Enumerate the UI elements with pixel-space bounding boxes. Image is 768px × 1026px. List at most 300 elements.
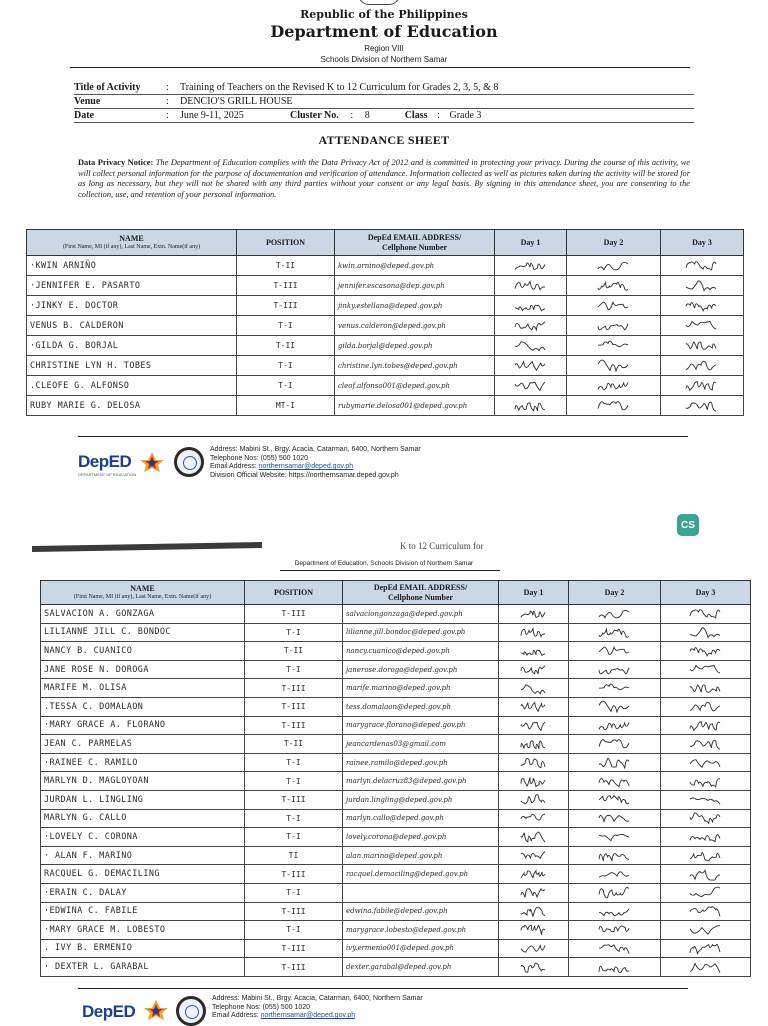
signature-mark: [595, 625, 635, 640]
attendee-email: janerose.doroga@deped.gov.ph: [343, 660, 499, 679]
bagong-pilipinas-logo-2: [141, 998, 171, 1022]
signature-mark: [682, 358, 722, 373]
attendance-page-1: [0, 0, 768, 500]
signature-mark: [686, 606, 726, 621]
signature-day3: [661, 809, 751, 828]
attendee-position: T-II: [245, 735, 343, 754]
table-row: [27, 256, 744, 276]
footer-address-2: Address: Mabini St., Brgy. Acacia, Catarman, 6400, Northern Samar Telephone Nos: (055) 500 1020 Email Address: northernsamar@deped.gov.ph: [212, 995, 423, 1020]
bagong-pilipinas-logo: [137, 450, 167, 474]
cluster-number: 8: [364, 110, 370, 121]
signature-mark: [682, 378, 722, 393]
signature-mark: [686, 736, 726, 751]
signature-day3: [661, 753, 751, 772]
table-row: [41, 790, 751, 809]
signature-mark: [595, 606, 635, 621]
attendee-email: lovely.corona@deped.gov.ph: [343, 828, 499, 847]
attendee-name: RACQUEL G. DEMACILING: [41, 865, 245, 884]
signature-day3: [661, 296, 744, 316]
signature-day2: [569, 883, 661, 902]
col-name: NAME (First Name, MI (if any), Last Name, Extn. Name(if any): [27, 230, 237, 256]
signature-day2: [569, 921, 661, 940]
header-republic: Republic of the Philippines: [300, 8, 468, 21]
attendance-table-1: [26, 229, 744, 416]
signature-day3: [661, 790, 751, 809]
signature-mark: [517, 774, 551, 789]
signature-mark: [517, 606, 551, 621]
table-row: [41, 697, 751, 716]
signature-day1: [495, 336, 567, 356]
attendee-name: JEAN C. PARMELAS: [41, 735, 245, 754]
table-row: [27, 396, 744, 416]
table-row: [27, 276, 744, 296]
attendee-email: cleof.alfonso001@deped.gov.ph: [335, 376, 495, 396]
table-row: [41, 753, 751, 772]
division-seal-icon-2: [176, 996, 206, 1026]
footer-email-link[interactable]: northernsamar@deped.gov.ph: [258, 463, 354, 471]
signature-day2: [569, 809, 661, 828]
division-seal-icon: [174, 447, 204, 477]
attendee-email: jurdan.lingling@deped.gov.ph: [343, 790, 499, 809]
signature-day2: [569, 679, 661, 698]
venue-row: Venue : DENCIO'S GRILL HOUSE: [74, 95, 694, 109]
signature-mark: [686, 885, 726, 900]
signature-mark: [686, 699, 726, 714]
header-division: Schools Division of Northern Samar: [320, 55, 448, 64]
signature-day3: [661, 642, 751, 661]
signature-mark: [595, 941, 635, 956]
signature-day3: [661, 716, 751, 735]
col-day1: Day 1: [499, 581, 569, 605]
signature-mark: [682, 298, 722, 313]
table-row: [41, 660, 751, 679]
attendee-email: rubymarie.delosa001@deped.gov.ph: [335, 396, 495, 416]
signature-mark: [595, 811, 635, 826]
activity-info: [74, 81, 694, 123]
signature-day2: [567, 296, 661, 316]
attendee-position: T-II: [237, 256, 335, 276]
signature-day1: [495, 256, 567, 276]
signature-day1: [499, 716, 569, 735]
signature-mark: [595, 718, 635, 733]
attendee-position: T-I: [245, 921, 343, 940]
attendee-position: TI: [245, 846, 343, 865]
signature-mark: [594, 318, 634, 333]
page-2-header: Department of Education, Schools Division of Northern Samar: [294, 560, 474, 567]
signature-day3: [661, 902, 751, 921]
attendee-email: jinky.estellana@deped.gov.ph: [335, 296, 495, 316]
signature-mark: [595, 681, 635, 696]
signature-mark: [517, 885, 551, 900]
signature-mark: [682, 398, 722, 413]
signature-day1: [499, 902, 569, 921]
signature-day1: [499, 939, 569, 958]
attendee-name: .TESSA C. DOMALAON: [41, 697, 245, 716]
signature-mark: [686, 681, 726, 696]
attendee-name: ·ERAIN C. DALAY: [41, 883, 245, 902]
signature-mark: [682, 258, 722, 273]
footer-address: Address: Mabini St., Brgy. Acacia, Catarman, 6400, Northern Samar Telephone Nos: (055) 500 1020 Email Address: northernsamar@deped.gov.ph Division Official Website: https://northernsamar.deped.gov.ph: [210, 446, 421, 479]
signature-mark: [682, 318, 722, 333]
signature-mark: [517, 792, 551, 807]
signature-mark: [595, 792, 635, 807]
signature-day2: [567, 316, 661, 336]
signature-mark: [595, 885, 635, 900]
table-row: [41, 883, 751, 902]
attendee-name: JANE ROSE N. DOROGA: [41, 660, 245, 679]
signature-day1: [495, 276, 567, 296]
signature-day1: [499, 865, 569, 884]
attendee-email: marygrace.lobesto@deped.gov.ph: [343, 921, 499, 940]
attendee-name: .CLEOFE G. ALFONSO: [27, 376, 237, 396]
signature-day3: [661, 828, 751, 847]
signature-mark: [595, 755, 635, 770]
attendee-name: VENUS B. CALDERON: [27, 316, 237, 336]
attendee-email: alan.marino@deped.gov.ph: [343, 846, 499, 865]
signature-mark: [686, 643, 726, 658]
signature-day3: [661, 735, 751, 754]
signature-mark: [686, 922, 726, 937]
signature-mark: [595, 904, 635, 919]
table-row: [41, 642, 751, 661]
table-row: [41, 921, 751, 940]
attendee-name: . IVY B. ERMENIO: [41, 939, 245, 958]
attendee-position: T-III: [237, 276, 335, 296]
col-day3: Day 3: [661, 230, 744, 256]
col-email: DepEd EMAIL ADDRESS/ Cellphone Number: [343, 581, 499, 605]
attendee-position: T-III: [245, 939, 343, 958]
attendee-email: marygrace.florano@deped.gov.ph: [343, 716, 499, 735]
signature-mark: [517, 811, 551, 826]
signature-day2: [569, 642, 661, 661]
signature-mark: [686, 960, 726, 975]
camscanner-badge-icon: CS: [677, 514, 699, 536]
col-position: POSITION: [237, 230, 335, 256]
signature-day3: [661, 679, 751, 698]
attendee-name: · DEXTER L. GARABAL: [41, 958, 245, 977]
attendee-position: T-I: [245, 660, 343, 679]
signature-mark: [595, 960, 635, 975]
attendance-table-2: [40, 580, 751, 977]
attendee-position: T-I: [245, 753, 343, 772]
signature-mark: [595, 867, 635, 882]
signature-mark: [517, 960, 551, 975]
signature-mark: [682, 278, 722, 293]
signature-day1: [499, 697, 569, 716]
signature-day3: [661, 623, 751, 642]
signature-day1: [499, 790, 569, 809]
signature-mark: [517, 699, 551, 714]
signature-day2: [569, 865, 661, 884]
table-row: [41, 902, 751, 921]
attendee-email: ivy.ermenio001@deped.gov.ph: [343, 939, 499, 958]
attendee-position: MT-I: [237, 396, 335, 416]
signature-mark: [595, 922, 635, 937]
signature-day3: [661, 256, 744, 276]
signature-day2: [567, 356, 661, 376]
signature-mark: [686, 811, 726, 826]
signature-day2: [569, 660, 661, 679]
signature-mark: [511, 258, 551, 273]
signature-day2: [569, 605, 661, 624]
attendee-name: JURDAN L. LINGLING: [41, 790, 245, 809]
signature-mark: [595, 643, 635, 658]
signature-mark: [686, 867, 726, 882]
attendee-position: T-I: [237, 376, 335, 396]
page-2-header-divider: [280, 570, 500, 571]
signature-day3: [661, 605, 751, 624]
signature-day1: [495, 376, 567, 396]
header-region: Region VIII: [364, 44, 404, 53]
attendee-position: T-III: [245, 790, 343, 809]
attendee-email: racquel.demaciling@deped.gov.ph: [343, 865, 499, 884]
activity-title-row: Title of Activity : Training of Teachers on the Revised K to 12 Curriculum for Grades 2, 3, 5, & 8: [74, 81, 694, 95]
signature-day3: [661, 276, 744, 296]
attendee-position: T-III: [237, 296, 335, 316]
signature-day3: [661, 376, 744, 396]
date: June 9-11, 2025: [180, 110, 244, 121]
attendee-email: tess.domalaon@deped.gov.ph: [343, 697, 499, 716]
signature-day3: [661, 697, 751, 716]
signature-mark: [686, 941, 726, 956]
signature-day2: [567, 256, 661, 276]
signature-day3: [661, 958, 751, 977]
signature-mark: [517, 867, 551, 882]
signature-mark: [686, 662, 726, 677]
page-2-cut-text: K to 12 Curriculum for: [400, 541, 484, 551]
signature-day3: [661, 921, 751, 940]
attendee-position: T-I: [245, 809, 343, 828]
class: Grade 3: [449, 110, 482, 121]
signature-mark: [595, 774, 635, 789]
col-position: POSITION: [245, 581, 343, 605]
attendee-name: ·GILDA G. BORJAL: [27, 336, 237, 356]
signature-mark: [517, 941, 551, 956]
table-row: [41, 939, 751, 958]
table-row: [41, 772, 751, 791]
signature-mark: [686, 755, 726, 770]
deped-logo: DepED DEPARTMENT OF EDUCATION: [78, 452, 137, 477]
col-day2: Day 2: [567, 230, 661, 256]
footer-divider-2: [78, 988, 688, 989]
col-day2: Day 2: [569, 581, 661, 605]
signature-day2: [567, 376, 661, 396]
signature-mark: [594, 378, 634, 393]
signature-day1: [495, 356, 567, 376]
attendee-email: kwin.arnino@deped.gov.ph: [335, 256, 495, 276]
activity-title: Training of Teachers on the Revised K to 12 Curriculum for Grades 2, 3, 5, & 8: [180, 82, 499, 93]
signature-mark: [594, 258, 634, 273]
attendee-email: salvaciongonzaga@deped.gov.ph: [343, 605, 499, 624]
attendee-position: T-II: [245, 642, 343, 661]
venue: DENCIO'S GRILL HOUSE: [180, 96, 293, 107]
footer-divider: [78, 436, 688, 437]
signature-mark: [594, 398, 634, 413]
signature-day2: [569, 753, 661, 772]
signature-mark: [517, 662, 551, 677]
attendee-name: CHRISTINE LYN H. TOBES: [27, 356, 237, 376]
signature-day3: [661, 865, 751, 884]
signature-day1: [495, 296, 567, 316]
table-row: [41, 958, 751, 977]
attendee-name: RUBY MARIE G. DELOSA: [27, 396, 237, 416]
signature-mark: [594, 338, 634, 353]
page-2-cut-edge: [32, 542, 262, 552]
attendee-position: T-III: [245, 865, 343, 884]
signature-day1: [499, 809, 569, 828]
signature-day2: [567, 276, 661, 296]
attendee-email: marlyn.delacruz83@deped.gov.ph: [343, 772, 499, 791]
signature-day3: [661, 772, 751, 791]
signature-day3: [661, 356, 744, 376]
table-row: [27, 296, 744, 316]
attendee-position: T-I: [237, 316, 335, 336]
signature-mark: [686, 848, 726, 863]
attendee-name: LILIANNE JILL C. BONDOC: [41, 623, 245, 642]
signature-mark: [686, 625, 726, 640]
signature-day2: [569, 697, 661, 716]
signature-mark: [686, 904, 726, 919]
signature-day2: [569, 790, 661, 809]
signature-day2: [569, 828, 661, 847]
signature-mark: [511, 398, 551, 413]
attendee-name: MARLYN G. CALLO: [41, 809, 245, 828]
privacy-notice: Data Privacy Notice: The Department of Education complies with the Data Privacy Act of 2012 and is committed in protecting your privacy. During the course of this activity, we will collect personal information for the purpose of documentation and verification of attendance. Information collected as well as pictures taken during the activity will be stored for as long as necessary, but they will not be shared with any third parties without your consent or any legal basis. By signing in this attendance sheet, you are consenting to the collection, use, and retention of your personal information.: [78, 158, 691, 199]
signature-day1: [499, 679, 569, 698]
table-row: [27, 336, 744, 356]
attendee-position: T-III: [245, 902, 343, 921]
attendee-position: T-III: [245, 679, 343, 698]
seal-icon: [358, 0, 400, 5]
attendee-email: gilda.borjal@deped.gov.ph: [335, 336, 495, 356]
signature-day3: [661, 660, 751, 679]
attendee-email: marlyn.callo@deped.gov.ph: [343, 809, 499, 828]
signature-day3: [661, 883, 751, 902]
attendance-rows-2: [41, 605, 751, 977]
table-row: [41, 716, 751, 735]
attendee-name: MARIFE M. OLISA: [41, 679, 245, 698]
date-row: Date : June 9-11, 2025 Cluster No. : 8 Class : Grade 3: [74, 109, 694, 123]
deped-logo-2: DepED: [82, 1002, 136, 1021]
signature-mark: [511, 298, 551, 313]
signature-day2: [569, 958, 661, 977]
signature-mark: [594, 358, 634, 373]
attendee-position: T-I: [245, 883, 343, 902]
attendee-position: T-III: [245, 697, 343, 716]
table-row: [41, 735, 751, 754]
signature-day1: [499, 660, 569, 679]
attendee-position: T-I: [237, 356, 335, 376]
attendee-email: lilianne.jill.bondoc@deped.gov.ph: [343, 623, 499, 642]
signature-day2: [569, 623, 661, 642]
attendee-position: T-I: [245, 828, 343, 847]
signature-day2: [569, 939, 661, 958]
table-row: [27, 376, 744, 396]
attendee-email: venus.calderon@deped.gov.ph: [335, 316, 495, 336]
signature-day3: [661, 396, 744, 416]
signature-day1: [499, 642, 569, 661]
attendee-email: dexter.garabal@deped.gov.ph: [343, 958, 499, 977]
signature-day1: [499, 772, 569, 791]
signature-day2: [569, 716, 661, 735]
signature-day1: [499, 605, 569, 624]
signature-day2: [569, 846, 661, 865]
signature-day2: [567, 396, 661, 416]
footer-email-link-2[interactable]: northernsamar@deped.gov.ph: [260, 1012, 356, 1020]
signature-day2: [567, 336, 661, 356]
signature-mark: [511, 378, 551, 393]
table-row: [27, 316, 744, 336]
table-row: [41, 605, 751, 624]
signature-mark: [595, 699, 635, 714]
signature-day1: [499, 753, 569, 772]
signature-mark: [517, 736, 551, 751]
attendee-position: T-I: [245, 623, 343, 642]
signature-mark: [517, 625, 551, 640]
col-day1: Day 1: [495, 230, 567, 256]
signature-day1: [499, 921, 569, 940]
attendee-position: T-III: [245, 605, 343, 624]
signature-day1: [499, 828, 569, 847]
signature-mark: [686, 792, 726, 807]
signature-mark: [594, 298, 634, 313]
signature-day1: [499, 958, 569, 977]
signature-mark: [517, 904, 551, 919]
attendee-name: ·MARY GRACE A. FLORANO: [41, 716, 245, 735]
signature-mark: [682, 338, 722, 353]
attendee-name: ·EDWINA C. FABILE: [41, 902, 245, 921]
table-row: [27, 356, 744, 376]
attendee-email: jennifer.escasona@dep.gov.ph: [335, 276, 495, 296]
signature-mark: [511, 278, 551, 293]
header-department: Department of Education: [270, 22, 498, 41]
attendee-name: NANCY B. CUANICO: [41, 642, 245, 661]
signature-mark: [595, 829, 635, 844]
signature-mark: [517, 848, 551, 863]
signature-mark: [511, 358, 551, 373]
table-row: [41, 809, 751, 828]
col-email: DepEd EMAIL ADDRESS/ Cellphone Number: [335, 230, 495, 256]
signature-mark: [511, 338, 551, 353]
attendee-email: [343, 883, 499, 902]
signature-day1: [499, 735, 569, 754]
col-name: NAME (First Name, MI (if any), Last Name, Extn. Name(if any): [41, 581, 245, 605]
attendee-position: T-III: [245, 958, 343, 977]
attendee-email: edwina.fabile@deped.gov.ph: [343, 902, 499, 921]
signature-mark: [594, 278, 634, 293]
attendee-position: T-I: [245, 772, 343, 791]
signature-day1: [499, 846, 569, 865]
signature-day1: [499, 623, 569, 642]
signature-day1: [499, 883, 569, 902]
page-gap: [0, 500, 768, 540]
attendee-email: jeancardenas03@gmail.com: [343, 735, 499, 754]
attendee-position: T-II: [237, 336, 335, 356]
signature-mark: [517, 718, 551, 733]
attendee-name: ·RAINEE C. RAMILO: [41, 753, 245, 772]
signature-mark: [517, 681, 551, 696]
signature-mark: [686, 829, 726, 844]
attendee-position: T-III: [245, 716, 343, 735]
table-row: [41, 846, 751, 865]
sheet-title: ATTENDANCE SHEET: [318, 133, 450, 147]
signature-day3: [661, 939, 751, 958]
attendee-email: nancy.cuanico@deped.gov.ph: [343, 642, 499, 661]
attendee-name: ·JENNIFER E. PASARTO: [27, 276, 237, 296]
signature-mark: [686, 718, 726, 733]
table-row: [41, 623, 751, 642]
table-row: [41, 828, 751, 847]
